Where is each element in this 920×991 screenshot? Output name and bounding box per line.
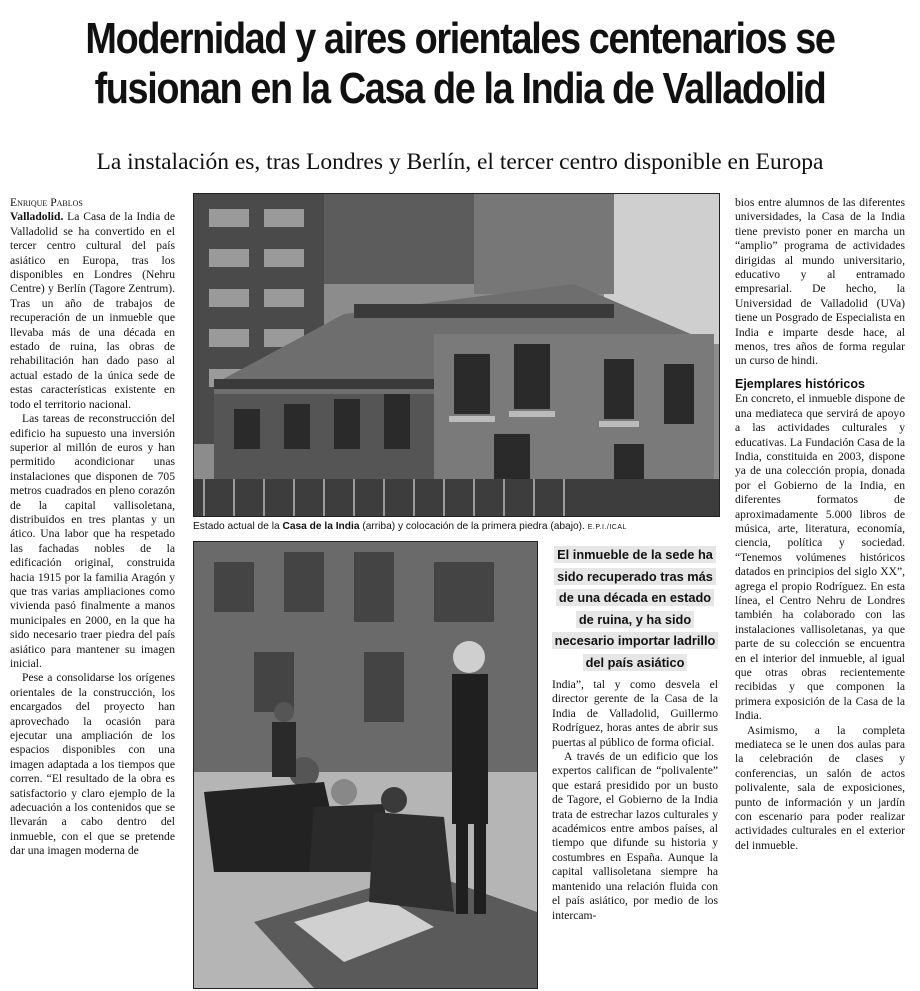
byline: Enrique Pablos bbox=[10, 196, 83, 209]
article-column-3 bbox=[552, 678, 718, 983]
ceremony-illustration bbox=[194, 542, 537, 988]
ceremony-photo bbox=[193, 541, 538, 989]
paragraph: Las tareas de reconstrucción del edificio ha supuesto una inversión superior al millón de euros y han permitido acondicionar unas instalaciones que disponen de 705 metros cuadrados en pleno corazón de la capital vallisoletana, distribuidos en tres plantas y un ático. Una labor que ha respetado las fachadas nobles de la edificación original, construida hacia 1915 por la familia Aragón y que tras varias ampliaciones como vivienda pasó finalmente a manos municipales en 2000, en la que ha sido necesario traer piedra del país asiático para mantener su imagen inicial. bbox=[10, 412, 175, 670]
headline: Modernidad y aires orientales centenarios se fusionan en la Casa de la India de Valladolid bbox=[85, 14, 835, 113]
dateline: Valladolid. bbox=[10, 210, 64, 224]
pull-quote: El inmueble de la sede ha sido recuperado tras más de una década en estado de ruina, y ha sido necesario importar ladrillo del país asiático bbox=[550, 544, 720, 673]
paragraph: Pese a consolidarse los orígenes orientales de la construcción, los encargados del proyecto han aprovechado la ocasión para ejecutar una ampliación de los espacios disponibles con una imagen adaptada a los tiempos que corren. “El resultado de la obra es satisfactorio y claro ejemplo de la adecuación a los contenidos que se llevarán a cabo dentro del inmueble, con el que se pretende dar una imagen moderna de bbox=[10, 671, 175, 858]
paragraph: En concreto, el inmueble dispone de una mediateca que servirá de apoyo a las actividades culturales y educativas. La Fundación Casa de la India, constituida en 2003, dispone ya de una colección propia, donada por el Gobierno de la India, en diferentes formatos de aproximadamente 5.000 libros de música, arte, literatura, economía, ciencia, política y sociedad. “Tenemos volúmenes históricos datados en principios del siglo XX”, agrega el propio Rodríguez. En esta línea, el Centro Nehru de Londres también ha colaborado con las instalaciones vallisoletanas, ya que parte de su colección se encuentra en el interior del inmueble, al igual que otras obras recientemente recibidas y que componen la primera exposición de la Casa de la India. bbox=[735, 392, 905, 723]
article-column-1 bbox=[10, 196, 175, 986]
section-heading: Ejemplares históricos bbox=[735, 376, 865, 391]
subheadline: La instalación es, tras Londres y Berlín, el tercer centro disponible en Europa bbox=[96, 149, 824, 175]
building-illustration bbox=[194, 194, 719, 516]
photo-credit: E.P.I./ICAL bbox=[587, 524, 627, 531]
paragraph: bios entre alumnos de las diferentes universidades, la Casa de la India tiene previsto poner en marcha un “amplio” programa de actividades dirigidas al mundo universitario, educativo y al entramado empresarial. De hecho, la Universidad de Valladolid (UVa) tiene un Posgrado de Especialista en India e imparte desde hace, al menos, tres años de forma regular un curso de hindi. bbox=[735, 196, 905, 368]
paragraph: Asimismo, a la completa mediateca se le unen dos aulas para la celebración de clases y conferencias, un salón de actos polivalente, sala de exposiciones, punto de información y un jardín con escenario para poder realizar actividades culturales en el exterior del inmueble. bbox=[735, 723, 905, 852]
photo-caption: Estado actual de la Casa de la India (arriba) y colocación de la primera piedra (abajo). E.P.I./ICAL bbox=[193, 521, 627, 532]
paragraph: A través de un edificio que los expertos califican de “polivalente” que estará presidido por un busto de Tagore, el Gobierno de la India trata de estrechar lazos culturales y académicos entre ambos países, al tiempo que difunde su historia y costumbres en España. Aunque la capital vallisoletana siempre ha mantenido una relación fluida con el país asiático, por medio de los intercam- bbox=[552, 750, 718, 922]
paragraph: India”, tal y como desvela el director gerente de la Casa de la India de Valladolid, Guillermo Rodríguez, horas antes de abrir sus puertas al público de forma oficial. bbox=[552, 678, 718, 749]
building-photo bbox=[193, 193, 720, 517]
article-column-4 bbox=[735, 196, 905, 986]
caption-highlight: Casa de la India bbox=[282, 521, 360, 532]
paragraph: Valladolid. La Casa de la India de Valladolid se ha convertido en el tercer centro cultural del país asiático en Europa, tras los disponibles en Londres (Nehru Centre) y Berlín (Tagore Zentrum). Tras un año de trabajos de recuperación de un inmueble que llevaba más de una década en estado de ruina, las obras de rehabilitación han dado paso al actual estado de la única sede de estas características existente en todo el territorio nacional. bbox=[10, 210, 175, 411]
